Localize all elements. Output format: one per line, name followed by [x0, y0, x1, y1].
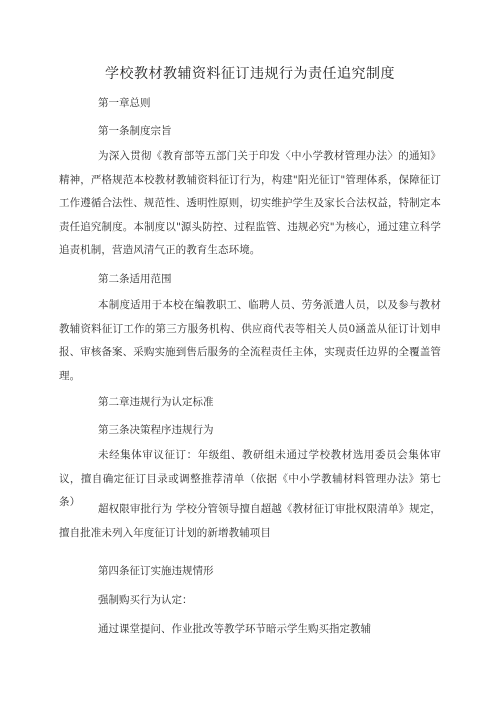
article-heading-3: 第三条决策程序违规行为 [98, 424, 214, 436]
article-heading-1: 第一条制度宗旨 [98, 125, 172, 137]
chapter-heading-1: 第一章总则 [98, 97, 151, 109]
article-heading-4: 第四条征订实施违规情形 [98, 565, 214, 577]
article-body-1: 为深入贯彻《教育部等五部门关于印发〈中小学教材管理办法〉的通知》精神，严格规范本校教材教辅资料征订行为，构建"阳光征订"管理体系，保障征订工作遵循合法性、规范性、透明性原则，切实维护学生及家长合法权益，特制定本责任追究制度。本制度以"源头防控、过程监管、违规必究"为核心，通过建立科学追责机制，营造风清气正的教育生态环境。 [59, 150, 441, 256]
article-body-2: 本制度适用于本校在编教职工、临聘人员、劳务派遣人员，以及参与教材教辅资料征订工作的第三方服务机构、供应商代表等相关人员0涵盖从征订计划申报、审核备案、采购实施到售后服务的全流程责任主体，实现责任边界的全覆盖管理。 [59, 299, 441, 382]
article-heading-2: 第二条适用范围 [98, 273, 172, 285]
article-subheading-4: 强制购买行为认定： [98, 594, 193, 606]
article-item-4-1: 通过课堂提问、作业批改等教学环节暗示学生购买指定教辅 [98, 623, 371, 635]
document-title: 学校教材教辅资料征订违规行为责任追究制度 [105, 66, 395, 82]
article-item-3-1: 未经集体审议征订：年级组、教研组未通过学校教材选用委员会集体审议，擅自确定征订目录或调整推荐清单（依据《中小学教辅材料管理办法》第七条） [59, 449, 441, 508]
article-item-3-2: 超权限审批行为 学校分管领导擅自超越《教材征订审批权限清单》规定，擅自批准未列入年度征订计划的新增教辅项目 [59, 503, 441, 539]
chapter-heading-2: 第二章违规行为认定标准 [98, 396, 214, 408]
